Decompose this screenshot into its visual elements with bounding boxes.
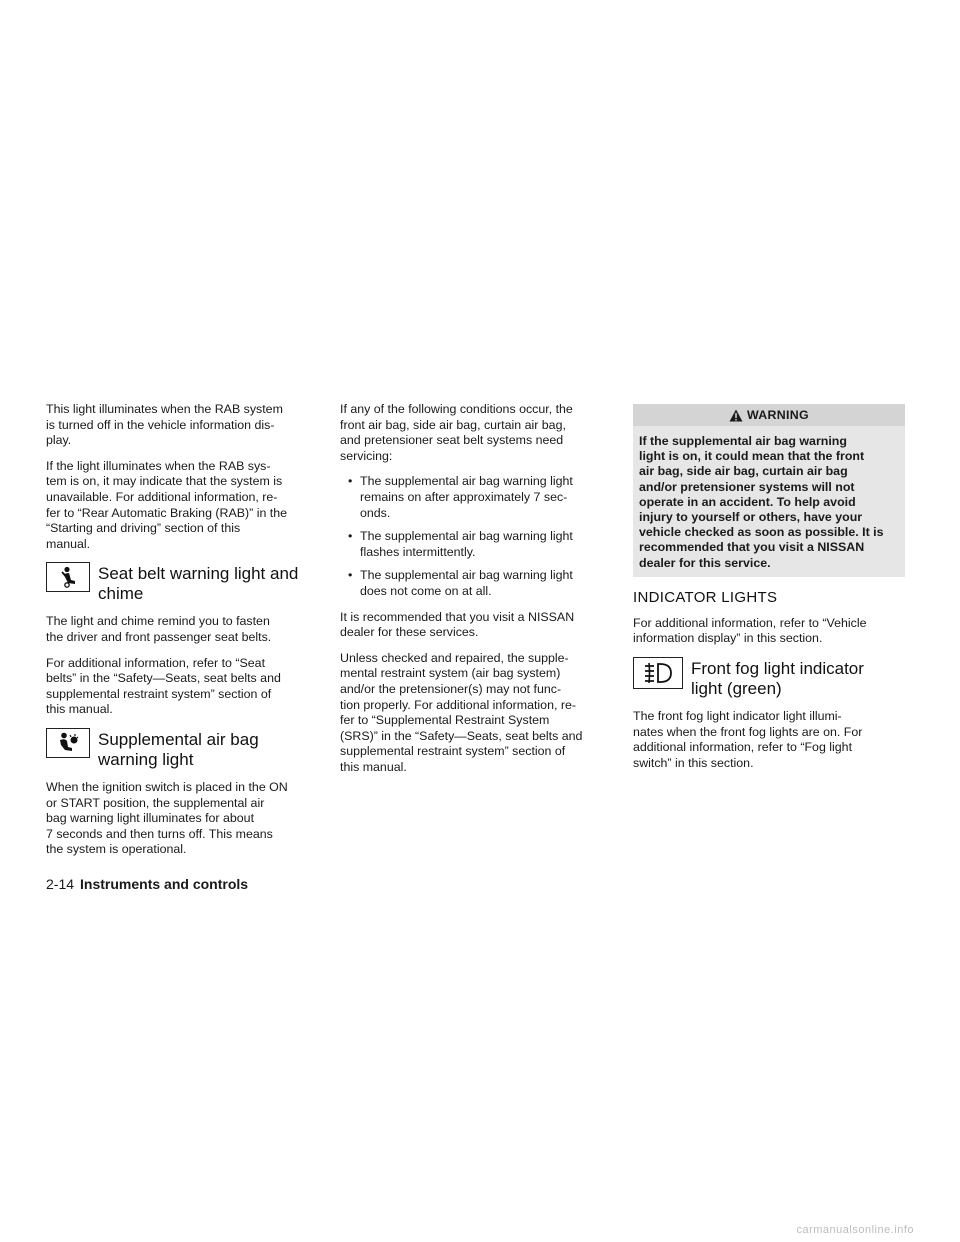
airbag-header	[46, 728, 318, 770]
warning-header	[633, 404, 905, 426]
fog-light-title: Front fog light indicator light (green)	[691, 659, 864, 699]
front-fog-light-icon	[633, 657, 683, 689]
airbag-title: Supplemental air bag warning light	[98, 729, 259, 769]
page-footer	[46, 876, 248, 892]
dealer-recommendation: It is recommended that you visit a NISSAN dealer for these services.	[340, 609, 575, 640]
srs-paragraph: Unless checked and repaired, the supple- mental restraint system (air bag system) and/or the pretensioner(s) may not func- tion properly. For additional information, re- fer to “Supplemental Restraint System (SRS)” in the “Safety—Seats, seat belts and supplemental restraint system” section of this manual.	[340, 650, 583, 774]
fog-light-header	[633, 657, 905, 699]
chapter-title: Instruments and controls	[80, 876, 249, 892]
list-item: • The supplemental air bag warning light remains on after approximately 7 sec- onds.	[340, 474, 612, 521]
list-item: • The supplemental air bag warning light does not come on at all.	[340, 568, 612, 599]
rab-paragraph-2: If the light illuminates when the RAB sys- tem is on, it may indicate that the system is unavailable. For additional information, re- fer to “Rear Automatic Braking (RAB)” in the “Starting and driving” section of this manual.	[46, 458, 288, 551]
page-number: 2-14	[46, 876, 75, 892]
seatbelt-warning-icon	[46, 562, 90, 592]
airbag-paragraph-1: When the ignition switch is placed in the ON or START position, the supplemental air bag warning light illuminates for about 7 seconds and then turns off. This means the system is operational.	[46, 779, 288, 857]
warning-title: WARNING	[747, 408, 809, 422]
servicing-conditions-list	[340, 474, 612, 599]
servicing-intro: If any of the following conditions occur, the front air bag, side air bag, curtain air bag, and pretensioner seat belt systems need servicing:	[340, 402, 573, 463]
column-left	[46, 402, 318, 868]
watermark: carmanualsonline.info	[796, 1224, 914, 1236]
warning-body: If the supplemental air bag warning light is on, it could mean that the front air bag, side air bag, curtain air bag and/or pretensioner systems will not operate in an accident. To help avoid injury to yourself or others, have your vehicle checked as soon as possible. It is recommended that you visit a NISSAN dealer for this service.	[639, 434, 884, 570]
seatbelt-title: Seat belt warning light and chime	[98, 564, 299, 604]
warning-triangle-icon	[729, 409, 743, 422]
seatbelt-paragraph-1: The light and chime remind you to fasten the driver and front passenger seat belts.	[46, 614, 272, 644]
indicator-intro: For additional information, refer to “Vehicle information display” in this section.	[633, 615, 867, 646]
section-title: INDICATOR LIGHTS	[633, 588, 778, 606]
fog-light-paragraph: The front fog light indicator light illumi- nates when the front fog lights are on. For additional information, refer to “Fog light switch” in this section.	[633, 709, 863, 770]
column-right	[633, 402, 905, 781]
airbag-warning-icon	[46, 728, 90, 758]
seatbelt-paragraph-2: For additional information, refer to “Seat belts” in the “Safety—Seats, seat belts and supplemental restraint system” section of this manual.	[46, 655, 281, 717]
list-item: • The supplemental air bag warning light flashes intermittently.	[340, 529, 612, 560]
seatbelt-header	[46, 562, 318, 604]
column-middle	[340, 402, 612, 785]
rab-paragraph-1: This light illuminates when the RAB system is turned off in the vehicle information dis- play.	[46, 402, 283, 448]
warning-box	[633, 404, 905, 577]
